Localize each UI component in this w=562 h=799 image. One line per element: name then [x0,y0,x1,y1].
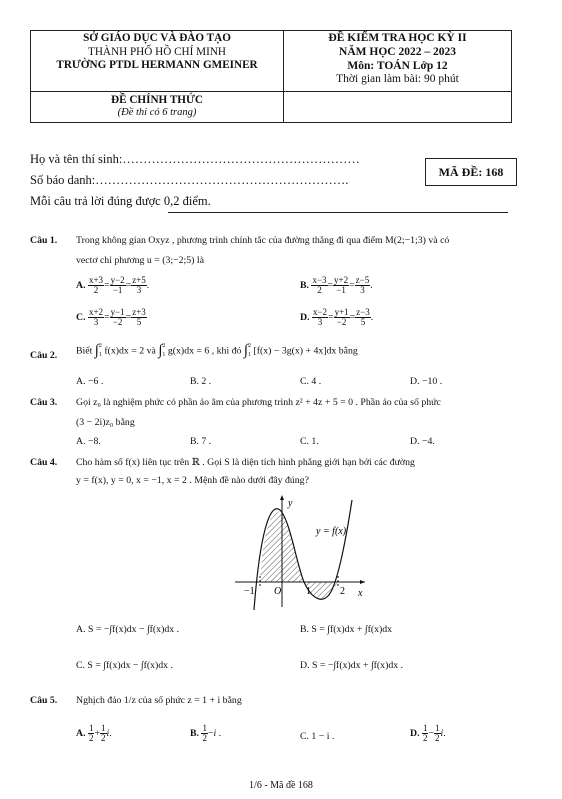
q2-option-d: D. −10 . [410,376,443,387]
function-graph [230,492,370,610]
duration: Thời gian làm bài: 90 phút [336,73,459,85]
q4-number: Câu 4. [30,457,58,468]
q3-text-line1: Gọi z₀ là nghiệm phức có phần ảo âm của phương trình z² + 4z + 5 = 0 . Phần ảo của số phức [76,397,441,408]
q5-option-d: D. $\frac{1}{2}$ − $\frac{1}{2}$ i. [410,723,446,743]
q1-text-line2: vectơ chỉ phương u = (3;−2;5) là [76,255,204,266]
divider-line [168,212,508,213]
page-footer: 1/6 - Mã đề 168 [249,780,313,791]
q3-option-b: B. 7 . [190,436,212,447]
q3-text-line2: (3 − 2i)z₀ bằng [76,417,135,428]
tick-1: 1 [306,586,311,597]
tick-neg1: −1 [244,586,255,597]
page-count: (Đề thi có 6 trang) [117,107,197,118]
q1-option-d: D. $\frac{x-2}{3}$ = $\frac{y+1}{-2}$ = $\frac{z-3}{5}$ . [300,307,374,327]
school-year: NĂM HỌC 2022 – 2023 [339,46,456,58]
q4-option-d: D. S = −∫f(x)dx + ∫f(x)dx . [300,660,404,671]
dept-name: SỞ GIÁO DỤC VÀ ĐÀO TẠO [83,32,231,44]
q2-option-b: B. 2 . [190,376,212,387]
q2-number: Câu 2. [30,350,58,361]
q4-option-b: B. S = ∫f(x)dx + ∫f(x)dx [300,624,393,635]
student-name-line: Họ và tên thí sinh:………………………………………………… [30,152,360,166]
student-id-line: Số báo danh:……………………………………………………. [30,173,349,187]
q1-option-c: C. $\frac{x+2}{3}$ = $\frac{y-1}{-2}$ = $\frac{z+3}{5}$ [76,307,146,327]
q5-option-a: A. $\frac{1}{2}$ + $\frac{1}{2}$ i. [76,723,112,743]
y-axis-label: y [288,498,293,509]
q5-option-b: B. $\frac{1}{2}$ −i . [190,723,222,743]
tick-2: 2 [340,586,345,597]
q1-option-b: B. $\frac{x-3}{2}$ = $\frac{y+2}{-1}$ = $\frac{z-5}{3}$ . [300,275,373,295]
q5-text: Nghịch đảo 1/z của số phức z = 1 + i bằng [76,695,242,706]
subject: Môn: TOÁN Lớp 12 [347,60,448,72]
q4-option-c: C. S = ∫f(x)dx − ∫f(x)dx . [76,660,173,671]
exam-code-box: MÃ ĐỀ: 168 [425,158,517,186]
city-name: THÀNH PHỐ HỒ CHÍ MINH [88,46,226,58]
score-note: Mỗi câu trả lời đúng được 0,2 điểm. [30,194,211,208]
q5-option-c: C. 1 − i . [300,731,335,742]
blank-box [284,92,512,123]
q1-text-line1: Trong không gian Oxyz , phương trình chính tắc của đường thẳng đi qua điểm M(2;−1;3) và có [76,235,450,246]
exam-header [30,30,512,123]
function-label: y = f(x) [316,526,347,537]
q2-option-c: C. 4 . [300,376,322,387]
q3-option-a: A. −8. [76,436,101,447]
q2-option-a: A. −6 . [76,376,104,387]
q1-number: Câu 1. [30,235,58,246]
q5-number: Câu 5. [30,695,58,706]
q2-text: Biết ∫2 1 f(x)dx = 2 và ∫2 1 g(x)dx = 6 , khi đó ∫2 1 [f(x) − 3g(x) + 4x]dx bằng [76,342,358,359]
exam-info [284,31,512,92]
q3-option-d: D. −4. [410,436,435,447]
q1-option-a: A. $\frac{x+3}{2}$ = $\frac{y-2}{-1}$ = $\frac{z+5}{3}$ . [76,275,150,295]
official-label: ĐỀ CHÍNH THỨC [111,94,203,106]
origin-label: O [274,586,282,597]
q4-option-a: A. S = −∫f(x)dx − ∫f(x)dx . [76,624,180,635]
q4-text-line1: Cho hàm số f(x) liên tục trên ℝ . Gọi S là diện tích hình phẳng giới hạn bởi các đường [76,457,415,468]
x-axis-label: x [358,588,363,599]
school-name: TRƯỜNG PTDL HERMANN GMEINER [56,59,258,71]
q3-option-c: C. 1. [300,436,319,447]
q4-text-line2: y = f(x), y = 0, x = −1, x = 2 . Mệnh đề nào dưới đây đúng? [76,475,309,486]
school-info [31,31,284,92]
q3-number: Câu 3. [30,397,58,408]
exam-title: ĐỀ KIỂM TRA HỌC KỲ II [328,32,467,44]
official-box [31,92,284,123]
